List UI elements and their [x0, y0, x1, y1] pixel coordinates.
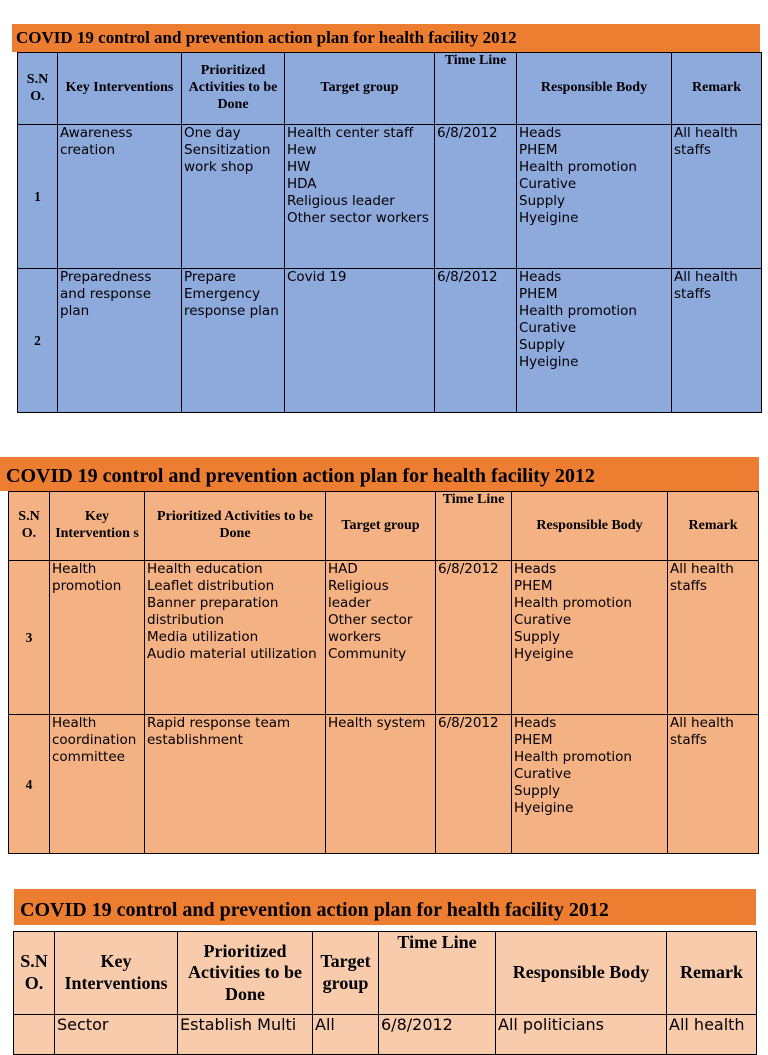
target-group-cell: Health center staff Hew HW HDA Religious leader Other sector workers: [285, 125, 435, 269]
table-row: [18, 269, 762, 413]
remark-cell: All health: [667, 1015, 757, 1055]
target-group-cell: Covid 19: [285, 269, 435, 413]
header-target-group: Target group: [285, 53, 435, 125]
responsible-body-cell: Heads PHEM Health promotion Curative Supply Hyeigine: [512, 561, 668, 715]
row-number: 4: [9, 715, 50, 854]
header-responsible-body: Responsible Body: [512, 492, 668, 561]
activities-cell: Health education Leaflet distribution Banner preparation distribution Media utilization Audio material utilization: [145, 561, 326, 715]
header-prioritized-activities: Prioritized Activities to be Done: [178, 932, 313, 1015]
time-line-cell: 6/8/2012: [436, 715, 512, 854]
header-sno: S.N O.: [14, 932, 55, 1015]
header-prioritized-activities: Prioritized Activities to be Done: [182, 53, 285, 125]
target-group-cell: Health system: [326, 715, 436, 854]
action-plan-table: [17, 52, 762, 413]
time-line-cell: 6/8/2012: [435, 269, 517, 413]
row-number: 1: [18, 125, 58, 269]
table-header-row: [18, 53, 762, 125]
header-remark: Remark: [667, 932, 757, 1015]
time-line-cell: 6/8/2012: [435, 125, 517, 269]
section-title: COVID 19 control and prevention action plan for health facility 2012: [0, 457, 759, 491]
header-remark: Remark: [672, 53, 762, 125]
header-sno: S.N O.: [18, 53, 58, 125]
activities-cell: Establish Multi: [178, 1015, 313, 1055]
key-intervention-cell: Awareness creation: [58, 125, 182, 269]
target-group-cell: HAD Religious leader Other sector workers Community: [326, 561, 436, 715]
header-key-interventions: Key Intervention s: [50, 492, 145, 561]
header-key-interventions: Key Interventions: [58, 53, 182, 125]
activities-cell: Prepare Emergency response plan: [182, 269, 285, 413]
section-title: COVID 19 control and prevention action plan for health facility 2012: [14, 889, 756, 925]
time-line-cell: 6/8/2012: [436, 561, 512, 715]
table-row: [14, 1015, 757, 1055]
activities-cell: One day Sensitization work shop: [182, 125, 285, 269]
responsible-body-cell: Heads PHEM Health promotion Curative Supply Hyeigine: [517, 269, 672, 413]
key-intervention-cell: Sector: [55, 1015, 178, 1055]
row-number: 3: [9, 561, 50, 715]
header-time-line: Time Line: [436, 492, 512, 561]
header-responsible-body: Responsible Body: [496, 932, 667, 1015]
header-time-line: Time Line: [379, 932, 496, 1015]
responsible-body-cell: All politicians: [496, 1015, 667, 1055]
header-key-interventions: Key Interventions: [55, 932, 178, 1015]
table-header-row: [14, 932, 757, 1015]
key-intervention-cell: Preparedness and response plan: [58, 269, 182, 413]
activities-cell: Rapid response team establishment: [145, 715, 326, 854]
key-intervention-cell: Health coordination committee: [50, 715, 145, 854]
action-plan-table: [13, 931, 757, 1055]
action-plan-table: [8, 491, 759, 854]
table-row: [9, 715, 759, 854]
time-line-cell: 6/8/2012: [379, 1015, 496, 1055]
header-target-group: Target group: [313, 932, 379, 1015]
responsible-body-cell: Heads PHEM Health promotion Curative Supply Hyeigine: [512, 715, 668, 854]
table-header-row: [9, 492, 759, 561]
header-sno: S.N O.: [9, 492, 50, 561]
remark-cell: All health staffs: [672, 125, 762, 269]
target-group-cell: All: [313, 1015, 379, 1055]
section-title: COVID 19 control and prevention action plan for health facility 2012: [12, 24, 760, 52]
responsible-body-cell: Heads PHEM Health promotion Curative Supply Hyeigine: [517, 125, 672, 269]
header-time-line: Time Line: [435, 53, 517, 125]
table-row: [18, 125, 762, 269]
header-target-group: Target group: [326, 492, 436, 561]
header-responsible-body: Responsible Body: [517, 53, 672, 125]
header-remark: Remark: [668, 492, 759, 561]
row-number: 2: [18, 269, 58, 413]
remark-cell: All health staffs: [668, 715, 759, 854]
header-prioritized-activities: Prioritized Activities to be Done: [145, 492, 326, 561]
remark-cell: All health staffs: [668, 561, 759, 715]
row-number: [14, 1015, 55, 1055]
table-row: [9, 561, 759, 715]
key-intervention-cell: Health promotion: [50, 561, 145, 715]
remark-cell: All health staffs: [672, 269, 762, 413]
